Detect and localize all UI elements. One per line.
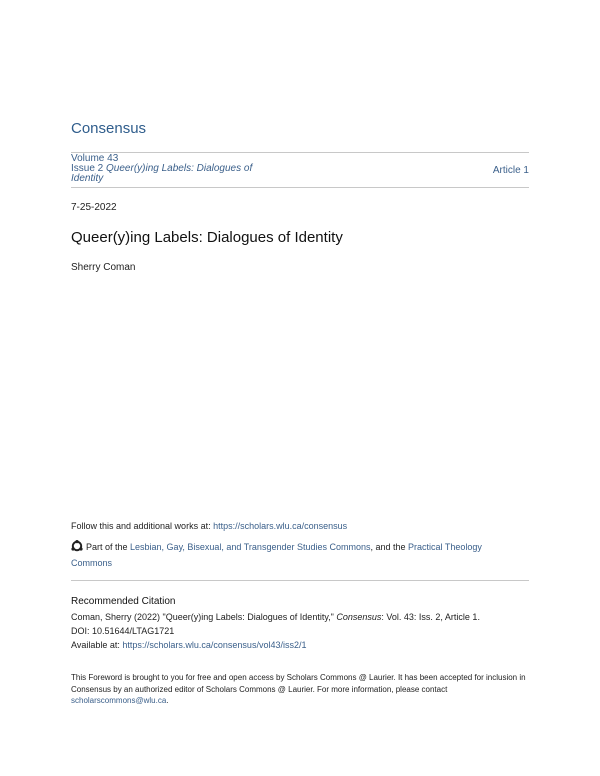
footer-end: . [166,696,169,705]
journal-title[interactable]: Consensus [71,120,147,137]
citation-doi: DOI: 10.51644/LTAG1721 [71,626,175,636]
follow-line [71,521,347,531]
citation-text-b: : Vol. 43: Iss. 2, Article 1. [381,612,480,622]
citation-available [71,638,541,652]
citation-text-a: Coman, Sherry (2022) "Queer(y)ing Labels: Dialogues of Identity," [71,612,337,622]
header-divider [71,187,529,188]
volume-link[interactable]: Volume 43 [71,153,119,164]
part-of-block [71,539,531,571]
follow-text: Follow this and additional works at: [71,521,214,531]
part-of-prefix: Part of the [86,542,131,552]
follow-link[interactable]: https://scholars.wlu.ca/consensus [213,521,348,531]
part-of-middle: , and the [370,542,409,552]
volume-issue-block [71,154,252,184]
practical-theology-link-line2[interactable]: Commons [71,558,113,568]
contact-email-link[interactable]: scholarscommons@wlu.ca [71,696,167,705]
top-divider [71,152,529,153]
citation-divider [71,580,529,581]
commons-network-icon [71,540,83,552]
available-link[interactable]: https://scholars.wlu.ca/consensus/vol43/iss2/1 [122,640,307,650]
lgbt-studies-commons-link[interactable]: Lesbian, Gay, Bisexual, and Transgender Studies Commons [130,542,371,552]
footer-notice [71,672,531,707]
citation-journal: Consensus [336,612,382,622]
recommended-citation-heading: Recommended Citation [71,596,176,607]
author-name: Sherry Coman [71,262,136,273]
recommended-citation [71,610,541,652]
citation-line [71,610,541,624]
article-link[interactable]: Article 1 [492,165,529,176]
issue-title-line2[interactable]: Identity [71,173,104,184]
issue-title-line1: Queer(y)ing Labels: Dialogues of [106,163,253,174]
footer-text: This Foreword is brought to you for free and open access by Scholars Commons @ Laurier. It has been accepted for inclusion in Consensus by an authorized editor of Scholars Commons @ Laurier. For more information, please contact [71,673,526,694]
practical-theology-link[interactable]: Practical Theology [408,542,482,552]
publication-date: 7-25-2022 [71,202,117,213]
issue-label: Issue 2 [71,163,104,174]
available-label: Available at: [71,640,123,650]
article-title: Queer(y)ing Labels: Dialogues of Identity [71,229,343,246]
